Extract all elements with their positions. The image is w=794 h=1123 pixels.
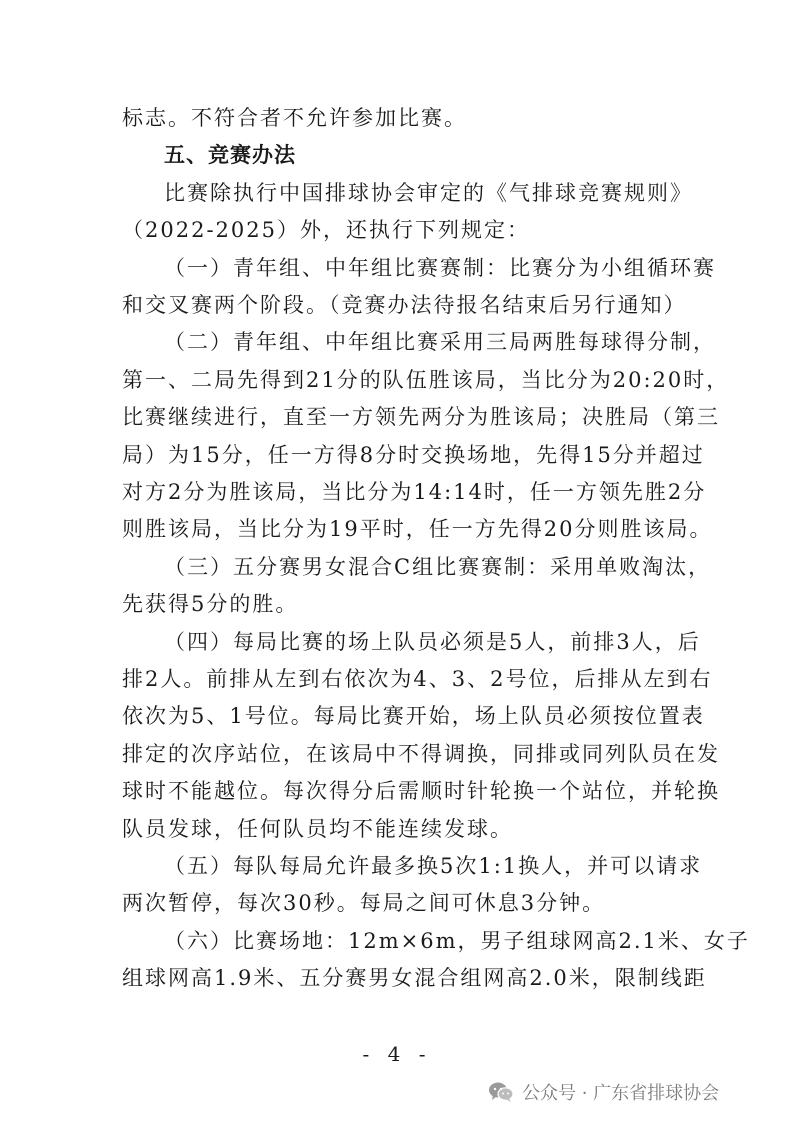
section-heading: 五、竞赛办法 — [164, 143, 296, 167]
text-line: （六）比赛场地：12m×6m，男子组球网高2.1米、女子 — [164, 929, 750, 953]
text-line: 对方2分为胜该局，当比分为14:14时，任一方领先胜2分 — [122, 480, 707, 504]
page-number: - 4 - — [362, 1042, 432, 1066]
text-line: 第一、二局先得到21分的队伍胜该局，当比分为20:20时， — [122, 368, 730, 392]
text-line: （三）五分赛男女混合C组比赛赛制：采用单败淘汰， — [164, 555, 712, 579]
text-line: （五）每队每局允许最多换5次1:1换人，并可以请求 — [164, 854, 703, 878]
text-line: （四）每局比赛的场上队员必须是5人，前排3人，后 — [164, 630, 701, 654]
text-line: （2022-2025）外，还执行下列规定： — [122, 218, 530, 242]
text-line: 排2人。前排从左到右依次为4、3、2号位，后排从左到右 — [122, 667, 713, 691]
text-line: 队员发球，任何队员均不能连续发球。 — [122, 817, 513, 841]
text-line: 组球网高1.9米、五分赛男女混合组网高2.0米，限制线距 — [122, 966, 707, 990]
watermark-text: 公众号 · 广东省排球协会 — [522, 1083, 720, 1104]
text-line: 先获得5分的胜。 — [122, 592, 299, 616]
text-line: （二）青年组、中年组比赛采用三局两胜每球得分制， — [164, 330, 716, 354]
text-line: 则胜该局，当比分为19平时，任一方先得20分则胜该局。 — [122, 517, 713, 541]
text-line: （一）青年组、中年组比赛赛制：比赛分为小组循环赛 — [164, 256, 716, 280]
text-line: 两次暂停，每次30秒。每局之间可休息3分钟。 — [122, 891, 606, 915]
text-line: 依次为5、1号位。每局比赛开始，场上队员必须按位置表 — [122, 704, 705, 728]
wechat-icon — [488, 1081, 514, 1103]
text-line: 排定的次序站位，在该局中不得调换，同排或同列队员在发 — [122, 742, 720, 766]
text-line: 比赛除执行中国排球协会审定的《气排球竞赛规则》 — [164, 181, 693, 205]
text-line: 标志。不符合者不允许参加比赛。 — [122, 106, 467, 130]
watermark — [488, 1078, 778, 1106]
text-line: 球时不能越位。每次得分后需顺时针轮换一个站位，并轮换 — [122, 779, 720, 803]
text-line: 和交叉赛两个阶段。（竞赛办法待报名结束后另行通知） — [122, 293, 687, 317]
text-line: 局）为15分，任一方得8分时交换场地，先得15分并超过 — [122, 443, 705, 467]
text-line: 比赛继续进行，直至一方领先两分为胜该局；决胜局（第三 — [122, 405, 720, 429]
